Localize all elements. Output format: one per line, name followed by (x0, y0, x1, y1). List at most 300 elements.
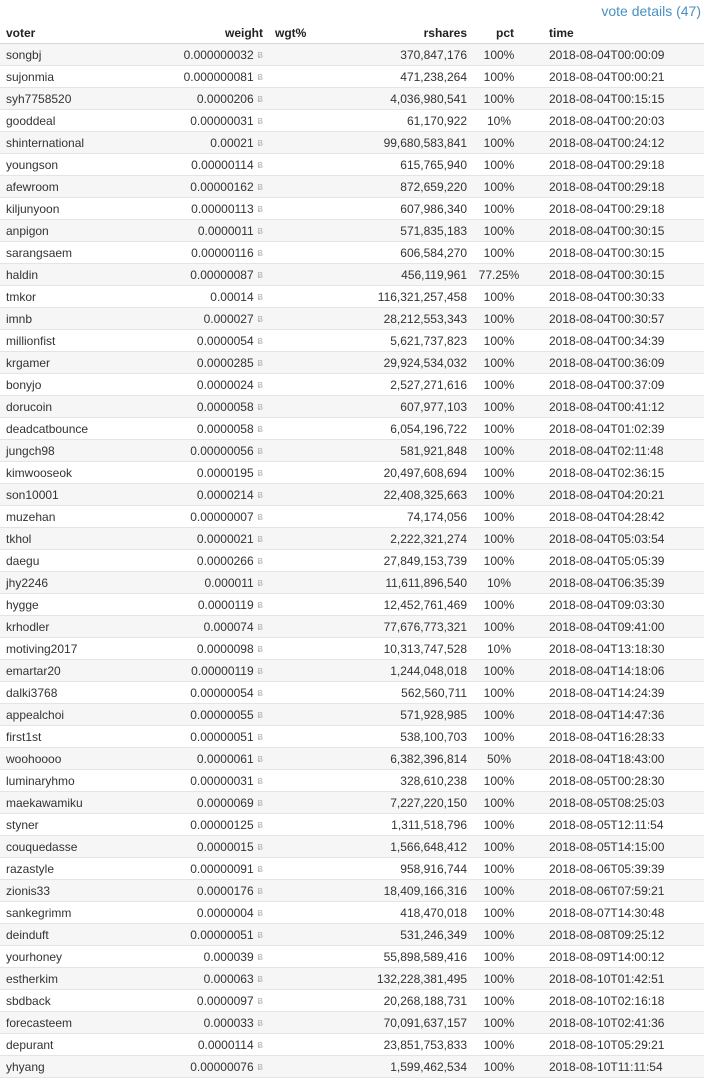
voter-link[interactable]: daegu (6, 553, 40, 568)
voter-link[interactable]: sankegrimm (6, 905, 72, 920)
table-row (0, 66, 704, 88)
wgt-pct-cell (263, 814, 335, 836)
voter-link[interactable]: appealchoi (6, 707, 65, 722)
voter-link[interactable]: jungch98 (6, 443, 55, 458)
voter-cell (0, 154, 126, 176)
voter-cell (0, 462, 126, 484)
pct-cell (467, 836, 523, 858)
voter-cell (0, 1012, 126, 1034)
table-row (0, 330, 704, 352)
weight-value: 0.00000091 (190, 861, 254, 876)
weight-value: 0.00000031 (190, 113, 254, 128)
time-cell: 2018-08-04T00:30:33 (523, 286, 704, 308)
weight-value: 0.0000206 (196, 91, 254, 106)
voter-link[interactable]: shinternational (6, 135, 85, 150)
table-row (0, 462, 704, 484)
weight-value: 0.00000114 (191, 157, 254, 172)
voter-link[interactable]: deinduft (6, 927, 49, 942)
rshares-cell: 61,170,922 (335, 110, 467, 132)
voter-cell (0, 792, 126, 814)
time-cell: 2018-08-04T00:29:18 (523, 198, 704, 220)
weight-value: 0.0000054 (196, 333, 254, 348)
table-row (0, 528, 704, 550)
rshares-cell: 531,246,349 (335, 924, 467, 946)
voter-cell (0, 880, 126, 902)
time-cell: 2018-08-04T04:20:21 (523, 484, 704, 506)
weight-value: 0.0000021 (196, 531, 254, 546)
voter-cell (0, 506, 126, 528)
table-row (0, 220, 704, 242)
voter-link[interactable]: maekawamiku (6, 795, 83, 810)
time-cell: 2018-08-04T00:30:57 (523, 308, 704, 330)
pct-value: 100% (483, 377, 515, 392)
voter-link[interactable]: forecasteem (6, 1015, 73, 1030)
voter-cell (0, 88, 126, 110)
table-row (0, 858, 704, 880)
table-row (0, 594, 704, 616)
voter-cell (0, 1056, 126, 1078)
weight-cell (126, 352, 263, 374)
voter-link[interactable]: dalki3768 (6, 685, 58, 700)
pct-value: 100% (483, 597, 515, 612)
wgt-pct-cell (263, 726, 335, 748)
weight-cell (126, 682, 263, 704)
pct-cell (467, 704, 523, 726)
weight-cell (126, 1056, 263, 1078)
bitcoin-unit-icon: Ƀ (257, 446, 263, 456)
rshares-cell: 370,847,176 (335, 44, 467, 66)
voter-link[interactable]: bonyjo (6, 377, 42, 392)
weight-value: 0.000063 (203, 971, 254, 986)
pct-value: 100% (483, 927, 515, 942)
voter-cell (0, 440, 126, 462)
voter-cell (0, 308, 126, 330)
pct-cell (467, 616, 523, 638)
column-header-pct-label: pct (496, 25, 514, 40)
weight-value: 0.00000087 (190, 267, 254, 282)
pct-value: 100% (483, 619, 515, 634)
pct-cell (467, 286, 523, 308)
voter-cell (0, 638, 126, 660)
weight-cell (126, 154, 263, 176)
pct-cell (467, 440, 523, 462)
wgt-pct-cell (263, 968, 335, 990)
voter-link[interactable]: haldin (6, 267, 39, 282)
wgt-pct-cell (263, 264, 335, 286)
wgt-pct-cell (263, 506, 335, 528)
weight-cell (126, 924, 263, 946)
table-row (0, 264, 704, 286)
rshares-cell: 1,311,518,796 (335, 814, 467, 836)
voter-link[interactable]: zionis33 (6, 883, 51, 898)
wgt-pct-cell (263, 1056, 335, 1078)
time-cell: 2018-08-04T01:02:39 (523, 418, 704, 440)
voter-link[interactable]: sbdback (6, 993, 51, 1008)
rshares-cell: 607,977,103 (335, 396, 467, 418)
voter-link[interactable]: afewroom (6, 179, 59, 194)
pct-value: 100% (483, 465, 515, 480)
table-row (0, 902, 704, 924)
bitcoin-unit-icon: Ƀ (257, 94, 263, 104)
time-cell: 2018-08-10T01:42:51 (523, 968, 704, 990)
voter-link[interactable]: dorucoin (6, 399, 53, 414)
rshares-cell: 562,560,711 (335, 682, 467, 704)
weight-cell (126, 66, 263, 88)
wgt-pct-cell (263, 770, 335, 792)
weight-value: 0.0000058 (196, 421, 254, 436)
bitcoin-unit-icon: Ƀ (257, 754, 263, 764)
weight-cell (126, 132, 263, 154)
bitcoin-unit-icon: Ƀ (257, 644, 263, 654)
bitcoin-unit-icon: Ƀ (257, 490, 263, 500)
pct-value: 100% (483, 443, 515, 458)
weight-cell (126, 308, 263, 330)
voter-link[interactable]: first1st (6, 729, 42, 744)
weight-value: 0.00000076 (190, 1059, 254, 1074)
weight-value: 0.000027 (203, 311, 254, 326)
bitcoin-unit-icon: Ƀ (257, 160, 263, 170)
pct-value: 100% (483, 905, 515, 920)
time-cell: 2018-08-04T00:36:09 (523, 352, 704, 374)
pct-value: 100% (483, 421, 515, 436)
weight-value: 0.0000061 (196, 751, 254, 766)
weight-value: 0.00000054 (190, 685, 254, 700)
pct-cell (467, 880, 523, 902)
weight-value: 0.000074 (203, 619, 254, 634)
bitcoin-unit-icon: Ƀ (257, 534, 263, 544)
vote-details-link[interactable] (601, 3, 701, 19)
pct-cell (467, 770, 523, 792)
voter-link[interactable]: syh7758520 (6, 91, 72, 106)
pct-value: 100% (483, 399, 515, 414)
rshares-cell: 538,100,703 (335, 726, 467, 748)
weight-value: 0.0000176 (196, 883, 254, 898)
voter-cell (0, 770, 126, 792)
time-cell: 2018-08-04T05:03:54 (523, 528, 704, 550)
votes-table (0, 22, 704, 1078)
rshares-cell: 6,054,196,722 (335, 418, 467, 440)
voter-link[interactable]: estherkim (6, 971, 59, 986)
weight-value: 0.0000015 (196, 839, 254, 854)
pct-value: 50% (486, 751, 512, 766)
voter-cell (0, 352, 126, 374)
pct-value: 100% (483, 839, 515, 854)
table-row (0, 1056, 704, 1078)
bitcoin-unit-icon: Ƀ (257, 798, 263, 808)
pct-cell (467, 330, 523, 352)
rshares-cell: 571,928,985 (335, 704, 467, 726)
wgt-pct-cell (263, 990, 335, 1012)
weight-value: 0.00000031 (190, 773, 254, 788)
time-cell: 2018-08-10T02:41:36 (523, 1012, 704, 1034)
wgt-pct-cell (263, 396, 335, 418)
vote-details-label: vote details (601, 3, 673, 19)
weight-cell (126, 88, 263, 110)
voter-cell (0, 66, 126, 88)
wgt-pct-cell (263, 132, 335, 154)
rshares-cell: 328,610,238 (335, 770, 467, 792)
rshares-cell: 2,222,321,274 (335, 528, 467, 550)
weight-value: 0.0000266 (196, 553, 254, 568)
table-row (0, 814, 704, 836)
voter-link[interactable]: son10001 (6, 487, 59, 502)
pct-value: 10% (486, 113, 512, 128)
wgt-pct-cell (263, 528, 335, 550)
time-cell: 2018-08-04T14:24:39 (523, 682, 704, 704)
bitcoin-unit-icon: Ƀ (257, 50, 263, 60)
pct-cell (467, 726, 523, 748)
pct-cell (467, 814, 523, 836)
wgt-pct-cell (263, 330, 335, 352)
bitcoin-unit-icon: Ƀ (257, 138, 263, 148)
time-cell: 2018-08-04T00:30:15 (523, 264, 704, 286)
time-cell: 2018-08-04T00:24:12 (523, 132, 704, 154)
voter-cell (0, 946, 126, 968)
pct-value: 100% (483, 861, 515, 876)
voter-cell (0, 814, 126, 836)
weight-value: 0.0000195 (196, 465, 254, 480)
rshares-cell: 958,916,744 (335, 858, 467, 880)
table-row (0, 132, 704, 154)
bitcoin-unit-icon: Ƀ (257, 578, 263, 588)
bitcoin-unit-icon: Ƀ (257, 886, 263, 896)
voter-link[interactable]: gooddeal (6, 113, 56, 128)
bitcoin-unit-icon: Ƀ (257, 776, 263, 786)
rshares-cell: 1,566,648,412 (335, 836, 467, 858)
voter-link[interactable]: yourhoney (6, 949, 63, 964)
weight-value: 0.00000162 (190, 179, 254, 194)
pct-cell (467, 132, 523, 154)
pct-cell (467, 176, 523, 198)
voter-link[interactable]: tkhol (6, 531, 32, 546)
rshares-cell: 29,924,534,032 (335, 352, 467, 374)
time-cell: 2018-08-07T14:30:48 (523, 902, 704, 924)
vote-details-header (0, 0, 704, 22)
voter-cell (0, 748, 126, 770)
voter-cell (0, 484, 126, 506)
bitcoin-unit-icon: Ƀ (257, 468, 263, 478)
pct-value: 100% (483, 289, 515, 304)
votes-table-body (0, 44, 704, 1078)
weight-cell (126, 418, 263, 440)
voter-link[interactable]: kiljunyoon (6, 201, 60, 216)
time-cell: 2018-08-04T00:34:39 (523, 330, 704, 352)
voter-cell (0, 660, 126, 682)
pct-value: 10% (486, 641, 512, 656)
rshares-cell: 5,621,737,823 (335, 330, 467, 352)
voter-link[interactable]: songbj (6, 47, 42, 62)
wgt-pct-cell (263, 308, 335, 330)
voter-link[interactable]: woohoooo (6, 751, 62, 766)
time-cell: 2018-08-04T00:37:09 (523, 374, 704, 396)
voter-link[interactable]: youngson (6, 157, 59, 172)
wgt-pct-cell (263, 660, 335, 682)
weight-cell (126, 594, 263, 616)
rshares-cell: 11,611,896,540 (335, 572, 467, 594)
table-row (0, 352, 704, 374)
wgt-pct-cell (263, 550, 335, 572)
pct-cell (467, 1012, 523, 1034)
voter-cell (0, 418, 126, 440)
voter-link[interactable]: hygge (6, 597, 39, 612)
pct-cell (467, 66, 523, 88)
time-cell: 2018-08-04T16:28:33 (523, 726, 704, 748)
column-header-pct (467, 22, 523, 44)
voter-link[interactable]: tmkor (6, 289, 36, 304)
voter-link[interactable]: muzehan (6, 509, 56, 524)
rshares-cell: 77,676,773,321 (335, 616, 467, 638)
voter-cell (0, 704, 126, 726)
time-cell: 2018-08-04T00:00:21 (523, 66, 704, 88)
bitcoin-unit-icon: Ƀ (257, 248, 263, 258)
voter-link[interactable]: deadcatbounce (6, 421, 89, 436)
pct-cell (467, 924, 523, 946)
pct-cell (467, 264, 523, 286)
pct-cell (467, 638, 523, 660)
wgt-pct-cell (263, 594, 335, 616)
voter-link[interactable]: razastyle (6, 861, 55, 876)
voter-link[interactable]: emartar20 (6, 663, 61, 678)
weight-cell (126, 550, 263, 572)
weight-value: 0.00000051 (190, 927, 254, 942)
rshares-cell: 6,382,396,814 (335, 748, 467, 770)
pct-value: 100% (483, 817, 515, 832)
voter-cell (0, 44, 126, 66)
table-row (0, 1034, 704, 1056)
table-row (0, 44, 704, 66)
voter-cell (0, 374, 126, 396)
rshares-cell: 22,408,325,663 (335, 484, 467, 506)
weight-value: 0.000011 (204, 575, 254, 590)
pct-cell (467, 396, 523, 418)
pct-cell (467, 594, 523, 616)
pct-cell (467, 528, 523, 550)
time-cell: 2018-08-04T00:30:15 (523, 242, 704, 264)
weight-value: 0.0000069 (196, 795, 254, 810)
pct-value: 100% (483, 223, 515, 238)
pct-value: 100% (483, 311, 515, 326)
pct-value: 100% (483, 201, 515, 216)
wgt-pct-cell (263, 638, 335, 660)
weight-cell (126, 616, 263, 638)
pct-cell (467, 484, 523, 506)
pct-cell (467, 748, 523, 770)
table-row (0, 418, 704, 440)
voter-link[interactable]: jhy2246 (6, 575, 49, 590)
weight-value: 0.0000119 (197, 597, 254, 612)
rshares-cell: 27,849,153,739 (335, 550, 467, 572)
weight-cell (126, 1012, 263, 1034)
voter-link[interactable]: styner (6, 817, 39, 832)
rshares-cell: 581,921,848 (335, 440, 467, 462)
weight-value: 0.0000214 (196, 487, 254, 502)
table-row (0, 550, 704, 572)
voter-link[interactable]: millionfist (6, 333, 56, 348)
voter-link[interactable]: kimwooseok (6, 465, 73, 480)
time-cell: 2018-08-04T00:30:15 (523, 220, 704, 242)
voter-cell (0, 550, 126, 572)
bitcoin-unit-icon: Ƀ (257, 842, 263, 852)
pct-cell (467, 858, 523, 880)
weight-cell (126, 638, 263, 660)
rshares-cell: 74,174,056 (335, 506, 467, 528)
column-header-time: time (523, 22, 704, 44)
voter-link[interactable]: imnb (6, 311, 33, 326)
voter-link[interactable]: anpigon (6, 223, 49, 238)
bitcoin-unit-icon: Ƀ (257, 402, 263, 412)
weight-cell (126, 528, 263, 550)
voter-link[interactable]: sarangsaem (6, 245, 73, 260)
pct-value: 100% (483, 69, 515, 84)
wgt-pct-cell (263, 440, 335, 462)
voter-link[interactable]: yhyang (6, 1059, 45, 1074)
table-row (0, 770, 704, 792)
voter-link[interactable]: sujonmia (6, 69, 55, 84)
table-row (0, 990, 704, 1012)
wgt-pct-cell (263, 154, 335, 176)
wgt-pct-cell (263, 286, 335, 308)
weight-value: 0.00000116 (191, 245, 254, 260)
voter-cell (0, 726, 126, 748)
weight-value: 0.00014 (210, 289, 254, 304)
pct-value: 100% (483, 707, 515, 722)
wgt-pct-cell (263, 418, 335, 440)
time-cell: 2018-08-04T09:03:30 (523, 594, 704, 616)
rshares-cell: 23,851,753,833 (335, 1034, 467, 1056)
rshares-cell: 615,765,940 (335, 154, 467, 176)
pct-cell (467, 88, 523, 110)
pct-cell (467, 990, 523, 1012)
voter-link[interactable]: krhodler (6, 619, 50, 634)
time-cell: 2018-08-08T09:25:12 (523, 924, 704, 946)
pct-value: 100% (483, 553, 515, 568)
pct-value: 77.25% (478, 267, 520, 282)
table-row (0, 440, 704, 462)
voter-link[interactable]: luminaryhmo (6, 773, 75, 788)
pct-value: 100% (483, 1037, 515, 1052)
time-cell: 2018-08-05T08:25:03 (523, 792, 704, 814)
rshares-cell: 2,527,271,616 (335, 374, 467, 396)
voter-link[interactable]: depurant (6, 1037, 54, 1052)
weight-cell (126, 264, 263, 286)
pct-cell (467, 1056, 523, 1078)
rshares-cell: 1,244,048,018 (335, 660, 467, 682)
weight-value: 0.0000097 (196, 993, 254, 1008)
pct-cell (467, 418, 523, 440)
table-row (0, 1012, 704, 1034)
weight-value: 0.00021 (210, 135, 254, 150)
table-row (0, 880, 704, 902)
weight-value: 0.00000119 (191, 663, 254, 678)
voter-cell (0, 990, 126, 1012)
time-cell: 2018-08-04T02:36:15 (523, 462, 704, 484)
weight-value: 0.00000113 (191, 201, 254, 216)
voter-link[interactable]: krgamer (6, 355, 51, 370)
time-cell: 2018-08-06T05:39:39 (523, 858, 704, 880)
pct-cell (467, 1034, 523, 1056)
pct-value: 100% (483, 729, 515, 744)
weight-cell (126, 440, 263, 462)
pct-cell (467, 946, 523, 968)
wgt-pct-cell (263, 352, 335, 374)
voter-link[interactable]: couquedasse (6, 839, 78, 854)
table-header-row (0, 22, 704, 44)
bitcoin-unit-icon: Ƀ (257, 952, 263, 962)
voter-cell (0, 682, 126, 704)
bitcoin-unit-icon: Ƀ (257, 864, 263, 874)
voter-cell (0, 286, 126, 308)
voter-link[interactable]: motiving2017 (6, 641, 78, 656)
